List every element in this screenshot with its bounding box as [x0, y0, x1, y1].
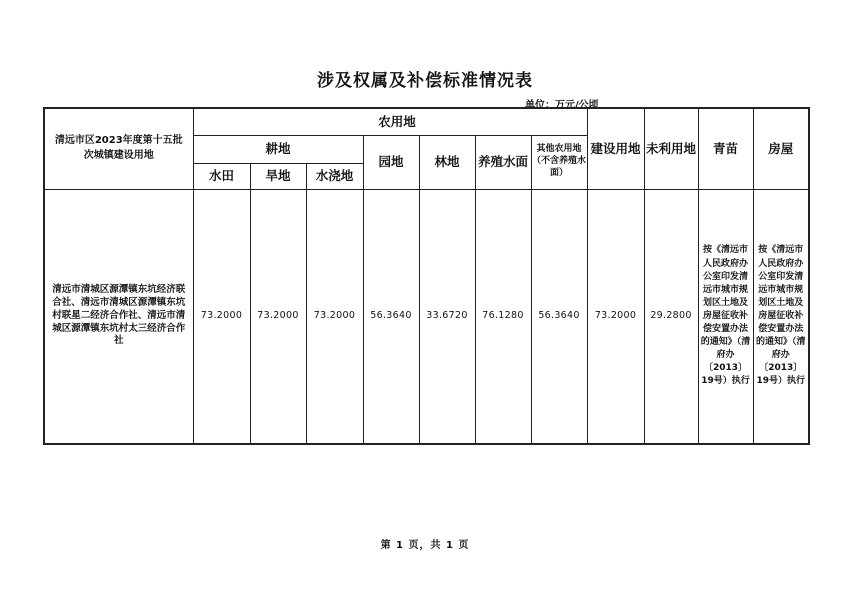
header-forest-land: 林地 — [419, 135, 475, 189]
compensation-table — [43, 107, 810, 445]
header-agricultural-land: 农用地 — [193, 108, 587, 135]
cell-forest: 33.6720 — [419, 189, 475, 444]
cell-aquaculture: 76.1280 — [475, 189, 531, 444]
unit-label: 单位：万元/公顷 — [525, 100, 599, 111]
cell-garden: 56.3640 — [363, 189, 419, 444]
header-unused-land: 未利用地 — [644, 108, 698, 189]
header-project: 清远市区2023年度第十五批次城镇建设用地 — [44, 108, 193, 189]
header-cultivated-land: 耕地 — [193, 135, 363, 163]
cell-unused: 29.2800 — [644, 189, 698, 444]
cell-irrigated: 73.2000 — [306, 189, 363, 444]
header-housing: 房屋 — [753, 108, 809, 189]
header-paddy-field: 水田 — [193, 163, 250, 189]
table-row — [44, 189, 809, 444]
cell-housing-policy: 按《清远市人民政府办公室印发清远市城市规划区土地及房屋征收补偿安置办法的通知》（清府办〔2013〕19号）执行 — [753, 189, 809, 444]
cell-owner: 清远市清城区源潭镇东坑经济联合社、清远市清城区源潭镇东坑村联星二经济合作社、清远市清城区源潭镇东坑村太三经济合作社 — [44, 189, 193, 444]
header-garden-land: 园地 — [363, 135, 419, 189]
cell-other-agricultural: 56.3640 — [531, 189, 587, 444]
header-other-agricultural: 其他农用地（不含养殖水面） — [531, 135, 587, 189]
document-title: 涉及权属及补偿标准情况表 — [317, 71, 533, 91]
header-dry-land: 旱地 — [250, 163, 306, 189]
header-crops: 青苗 — [698, 108, 753, 189]
page-footer: 第 1 页，共 1 页 — [380, 540, 470, 551]
header-construction-land: 建设用地 — [587, 108, 644, 189]
cell-construction: 73.2000 — [587, 189, 644, 444]
cell-dry-land: 73.2000 — [250, 189, 306, 444]
cell-crops-policy: 按《清远市人民政府办公室印发清远市城市规划区土地及房屋征收补偿安置办法的通知》（清府办〔2013〕19号）执行 — [698, 189, 753, 444]
header-irrigated-land: 水浇地 — [306, 163, 363, 189]
cell-paddy: 73.2000 — [193, 189, 250, 444]
header-aquaculture: 养殖水面 — [475, 135, 531, 189]
